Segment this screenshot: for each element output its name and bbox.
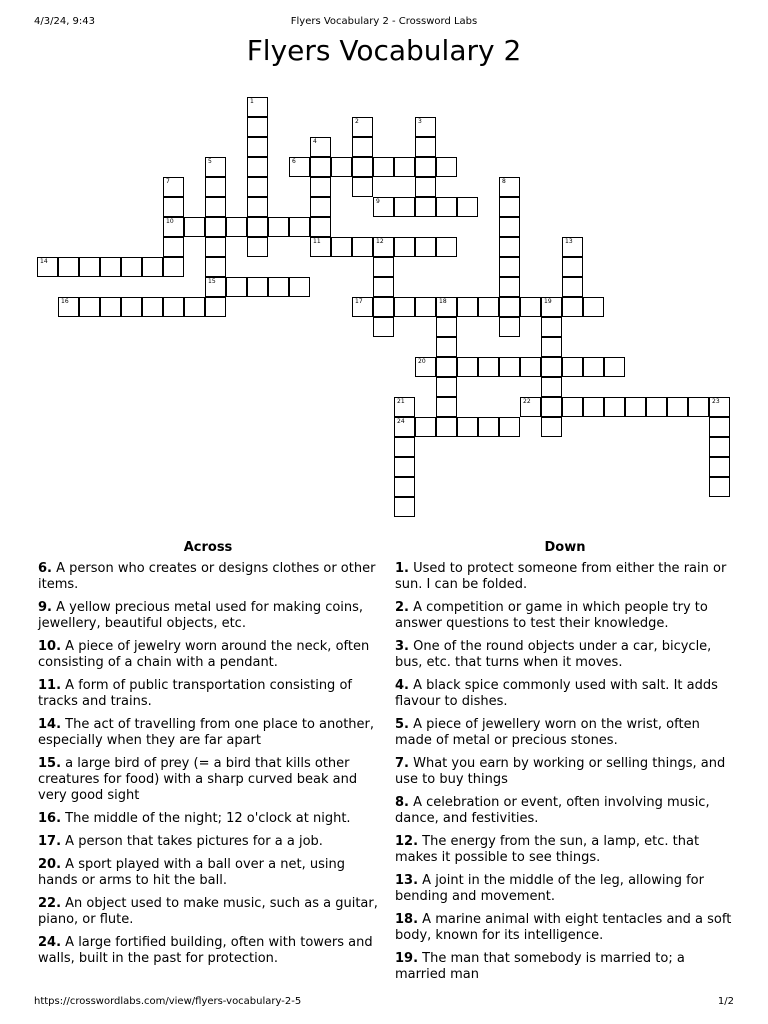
clue-text: A sport played with a ball over a net, using hands or arms to hit the ball. [38, 857, 345, 888]
cell-number: 6 [292, 158, 296, 165]
down-clue [395, 834, 735, 866]
down-clue [395, 756, 735, 788]
grid-cell[interactable] [478, 297, 499, 317]
grid-cell[interactable] [562, 257, 583, 277]
grid-cell[interactable] [310, 237, 331, 257]
grid-cell[interactable] [205, 297, 226, 317]
clue-text: A competition or game in which people try to answer questions to test their knowledge. [395, 600, 708, 631]
grid-cell[interactable] [709, 477, 730, 497]
grid-cell[interactable] [562, 277, 583, 297]
grid-cell[interactable] [436, 197, 457, 217]
grid-cell[interactable] [310, 197, 331, 217]
grid-cell[interactable] [604, 397, 625, 417]
grid-cell[interactable] [247, 177, 268, 197]
cell-number: 23 [712, 398, 720, 405]
puzzle-title: Flyers Vocabulary 2 [246, 34, 522, 67]
cell-number: 15 [208, 278, 216, 285]
grid-cell[interactable] [331, 237, 352, 257]
grid-cell[interactable] [289, 277, 310, 297]
down-clue [395, 717, 735, 749]
clue-text: A form of public transportation consisting of tracks and trains. [38, 678, 352, 709]
across-clue [38, 717, 378, 749]
grid-cell[interactable] [436, 337, 457, 357]
across-clue [38, 811, 378, 827]
cell-number: 13 [565, 238, 573, 245]
grid-cell[interactable] [604, 357, 625, 377]
grid-cell[interactable] [520, 357, 541, 377]
cell-number: 16 [61, 298, 69, 305]
across-clue [38, 561, 378, 593]
grid-cell[interactable] [331, 157, 352, 177]
grid-cell[interactable] [352, 177, 373, 197]
grid-cell[interactable] [457, 357, 478, 377]
clue-text: Used to protect someone from either the rain or sun. I can be folded. [395, 561, 727, 592]
clue-number: 6. [38, 561, 52, 576]
grid-cell[interactable] [310, 157, 331, 177]
grid-cell[interactable] [436, 317, 457, 337]
down-heading: Down [544, 540, 586, 555]
down-clue [395, 873, 735, 905]
cell-number: 18 [439, 298, 447, 305]
grid-cell[interactable] [499, 317, 520, 337]
clue-number: 3. [395, 639, 409, 654]
grid-cell[interactable] [415, 157, 436, 177]
clue-text: One of the round objects under a car, bicycle, bus, etc. that turns when it moves. [395, 639, 712, 670]
grid-cell[interactable] [79, 257, 100, 277]
grid-cell[interactable] [667, 397, 688, 417]
grid-cell[interactable] [142, 257, 163, 277]
clue-text: The act of travelling from one place to another, especially when they are far apart [38, 717, 375, 748]
clue-number: 13. [395, 873, 419, 888]
grid-cell[interactable] [709, 437, 730, 457]
grid-cell[interactable] [247, 197, 268, 217]
clue-number: 5. [395, 717, 409, 732]
clue-text: A yellow precious metal used for making coins, jewellery, beautiful objects, etc. [38, 600, 364, 631]
grid-cell[interactable] [562, 237, 583, 257]
clue-text: A marine animal with eight tentacles and a soft body, known for its intelligence. [395, 912, 732, 943]
clue-number: 10. [38, 639, 62, 654]
grid-cell[interactable] [625, 397, 646, 417]
grid-cell[interactable] [247, 117, 268, 137]
clue-number: 22. [38, 896, 62, 911]
grid-cell[interactable] [541, 297, 562, 317]
grid-cell[interactable] [415, 117, 436, 137]
grid-cell[interactable] [121, 297, 142, 317]
grid-cell[interactable] [415, 177, 436, 197]
grid-cell[interactable] [100, 257, 121, 277]
down-clue [395, 678, 735, 710]
cell-number: 19 [544, 298, 552, 305]
grid-cell[interactable] [709, 397, 730, 417]
clue-text: A celebration or event, often involving music, dance, and festivities. [395, 795, 710, 826]
grid-cell[interactable] [58, 257, 79, 277]
clue-text: The energy from the sun, a lamp, etc. that makes it possible to see things. [395, 834, 700, 865]
grid-cell[interactable] [205, 257, 226, 277]
clue-number: 24. [38, 935, 62, 950]
grid-cell[interactable] [541, 337, 562, 357]
grid-cell[interactable] [583, 297, 604, 317]
grid-cell[interactable] [415, 137, 436, 157]
grid-cell[interactable] [478, 357, 499, 377]
grid-cell[interactable] [436, 377, 457, 397]
grid-cell[interactable] [499, 217, 520, 237]
grid-cell[interactable] [499, 417, 520, 437]
grid-cell[interactable] [709, 457, 730, 477]
grid-cell[interactable] [373, 297, 394, 317]
cell-number: 10 [166, 218, 174, 225]
clue-text: What you earn by working or selling things, and use to buy things [395, 756, 726, 787]
grid-cell[interactable] [163, 257, 184, 277]
grid-cell[interactable] [205, 197, 226, 217]
grid-cell[interactable] [541, 377, 562, 397]
grid-cell[interactable] [541, 317, 562, 337]
grid-cell[interactable] [289, 157, 310, 177]
grid-cell[interactable] [583, 357, 604, 377]
grid-cell[interactable] [646, 397, 667, 417]
clue-number: 19. [395, 951, 419, 966]
clue-number: 20. [38, 857, 62, 872]
clue-text: A piece of jewellery worn on the wrist, often made of metal or precious stones. [395, 717, 700, 748]
across-clue [38, 857, 378, 889]
grid-cell[interactable] [247, 217, 268, 237]
grid-cell[interactable] [583, 397, 604, 417]
grid-cell[interactable] [541, 397, 562, 417]
grid-cell[interactable] [394, 497, 415, 517]
across-clue [38, 600, 378, 632]
grid-cell[interactable] [478, 417, 499, 437]
grid-cell[interactable] [205, 157, 226, 177]
print-date: 4/3/24, 9:43 [34, 16, 96, 27]
grid-cell[interactable] [394, 237, 415, 257]
grid-cell[interactable] [163, 237, 184, 257]
grid-cell[interactable] [205, 277, 226, 297]
grid-cell[interactable] [184, 217, 205, 237]
grid-cell[interactable] [562, 297, 583, 317]
grid-cell[interactable] [373, 257, 394, 277]
grid-cell[interactable] [142, 297, 163, 317]
grid-cell[interactable] [226, 277, 247, 297]
grid-cell[interactable] [436, 237, 457, 257]
grid-cell[interactable] [457, 197, 478, 217]
grid-cell[interactable] [310, 177, 331, 197]
grid-cell[interactable] [520, 397, 541, 417]
grid-cell[interactable] [247, 97, 268, 117]
grid-cell[interactable] [394, 197, 415, 217]
grid-cell[interactable] [415, 417, 436, 437]
grid-cell[interactable] [205, 177, 226, 197]
grid-cell[interactable] [499, 197, 520, 217]
grid-cell[interactable] [499, 237, 520, 257]
grid-cell[interactable] [394, 297, 415, 317]
clue-number: 1. [395, 561, 409, 576]
across-clue [38, 678, 378, 710]
clue-number: 9. [38, 600, 52, 615]
clue-text: The man that somebody is married to; a married man [395, 951, 685, 982]
grid-cell[interactable] [58, 297, 79, 317]
grid-cell[interactable] [247, 157, 268, 177]
grid-cell[interactable] [415, 197, 436, 217]
grid-cell[interactable] [436, 297, 457, 317]
grid-cell[interactable] [709, 417, 730, 437]
across-heading: Across [183, 540, 233, 555]
across-clues [38, 540, 378, 974]
cell-number: 20 [418, 358, 426, 365]
across-clue [38, 896, 378, 928]
grid-cell[interactable] [394, 457, 415, 477]
grid-cell[interactable] [268, 277, 289, 297]
grid-cell[interactable] [352, 157, 373, 177]
print-url: https://crosswordlabs.com/view/flyers-vocabulary-2-5 [34, 996, 302, 1007]
cell-number: 14 [40, 258, 48, 265]
cell-number: 17 [355, 298, 363, 305]
grid-cell[interactable] [100, 297, 121, 317]
grid-cell[interactable] [499, 257, 520, 277]
grid-cell[interactable] [394, 477, 415, 497]
grid-cell[interactable] [394, 417, 415, 437]
grid-cell[interactable] [436, 357, 457, 377]
grid-cell[interactable] [562, 357, 583, 377]
cell-number: 2 [355, 118, 359, 125]
clue-number: 12. [395, 834, 419, 849]
grid-cell[interactable] [373, 277, 394, 297]
grid-cell[interactable] [562, 397, 583, 417]
grid-cell[interactable] [310, 137, 331, 157]
cell-number: 7 [166, 178, 170, 185]
grid-cell[interactable] [352, 237, 373, 257]
cell-number: 22 [523, 398, 531, 405]
across-clue [38, 834, 378, 850]
clue-text: The middle of the night; 12 o'clock at night. [61, 811, 351, 826]
clue-number: 4. [395, 678, 409, 693]
grid-cell[interactable] [163, 177, 184, 197]
grid-cell[interactable] [373, 197, 394, 217]
grid-cell[interactable] [184, 297, 205, 317]
cell-number: 24 [397, 418, 405, 425]
clue-number: 7. [395, 756, 409, 771]
grid-cell[interactable] [499, 357, 520, 377]
clue-number: 17. [38, 834, 62, 849]
grid-cell[interactable] [436, 397, 457, 417]
grid-cell[interactable] [310, 217, 331, 237]
clue-text: A person who creates or designs clothes or other items. [38, 561, 376, 592]
print-page-number: 1/2 [717, 996, 734, 1007]
clue-text: A black spice commonly used with salt. It adds flavour to dishes. [395, 678, 718, 709]
clue-number: 18. [395, 912, 419, 927]
down-clue [395, 639, 735, 671]
grid-cell[interactable] [373, 157, 394, 177]
grid-cell[interactable] [499, 277, 520, 297]
across-clue [38, 639, 378, 671]
down-clue [395, 795, 735, 827]
grid-cell[interactable] [163, 297, 184, 317]
grid-cell[interactable] [688, 397, 709, 417]
grid-cell[interactable] [247, 277, 268, 297]
grid-cell[interactable] [373, 237, 394, 257]
cell-number: 3 [418, 118, 422, 125]
grid-cell[interactable] [415, 357, 436, 377]
grid-cell[interactable] [205, 217, 226, 237]
clue-number: 16. [38, 811, 62, 826]
grid-cell[interactable] [373, 317, 394, 337]
grid-cell[interactable] [79, 297, 100, 317]
grid-cell[interactable] [499, 177, 520, 197]
grid-cell[interactable] [394, 437, 415, 457]
clue-number: 11. [38, 678, 62, 693]
clue-number: 2. [395, 600, 409, 615]
grid-cell[interactable] [247, 237, 268, 257]
down-clue [395, 951, 735, 983]
grid-cell[interactable] [394, 157, 415, 177]
grid-cell[interactable] [541, 417, 562, 437]
cell-number: 12 [376, 238, 384, 245]
across-clue [38, 935, 378, 967]
grid-cell[interactable] [352, 137, 373, 157]
grid-cell[interactable] [352, 297, 373, 317]
grid-cell[interactable] [352, 117, 373, 137]
down-clue [395, 600, 735, 632]
clue-text: A piece of jewelry worn around the neck, often consisting of a chain with a pendant. [38, 639, 370, 670]
cell-number: 8 [502, 178, 506, 185]
down-clue [395, 912, 735, 944]
grid-cell[interactable] [37, 257, 58, 277]
grid-cell[interactable] [268, 217, 289, 237]
grid-cell[interactable] [520, 297, 541, 317]
grid-cell[interactable] [163, 197, 184, 217]
grid-cell[interactable] [289, 217, 310, 237]
clue-text: A person that takes pictures for a a job. [61, 834, 323, 849]
down-clues [395, 540, 735, 990]
grid-cell[interactable] [394, 397, 415, 417]
cell-number: 1 [250, 98, 254, 105]
grid-cell[interactable] [499, 297, 520, 317]
clue-number: 14. [38, 717, 62, 732]
grid-cell[interactable] [415, 297, 436, 317]
grid-cell[interactable] [436, 157, 457, 177]
grid-cell[interactable] [247, 137, 268, 157]
across-clue [38, 756, 378, 804]
grid-cell[interactable] [457, 417, 478, 437]
down-clue [395, 561, 735, 593]
clue-text: A large fortified building, often with towers and walls, built in the past for protection. [38, 935, 373, 966]
grid-cell[interactable] [457, 297, 478, 317]
clue-number: 8. [395, 795, 409, 810]
clue-text: A joint in the middle of the leg, allowing for bending and movement. [395, 873, 704, 904]
cell-number: 9 [376, 198, 380, 205]
clue-text: An object used to make music, such as a guitar, piano, or flute. [38, 896, 378, 927]
grid-cell[interactable] [205, 237, 226, 257]
clue-number: 15. [38, 756, 62, 771]
cell-number: 5 [208, 158, 212, 165]
cell-number: 11 [313, 238, 321, 245]
grid-cell[interactable] [436, 417, 457, 437]
print-page-title: Flyers Vocabulary 2 - Crossword Labs [290, 16, 478, 27]
grid-cell[interactable] [163, 217, 184, 237]
cell-number: 21 [397, 398, 405, 405]
grid-cell[interactable] [121, 257, 142, 277]
grid-cell[interactable] [226, 217, 247, 237]
grid-cell[interactable] [541, 357, 562, 377]
clue-text: a large bird of prey (= a bird that kills other creatures for food) with a sharp curved beak and very good sight [38, 756, 358, 803]
cell-number: 4 [313, 138, 317, 145]
grid-cell[interactable] [415, 237, 436, 257]
